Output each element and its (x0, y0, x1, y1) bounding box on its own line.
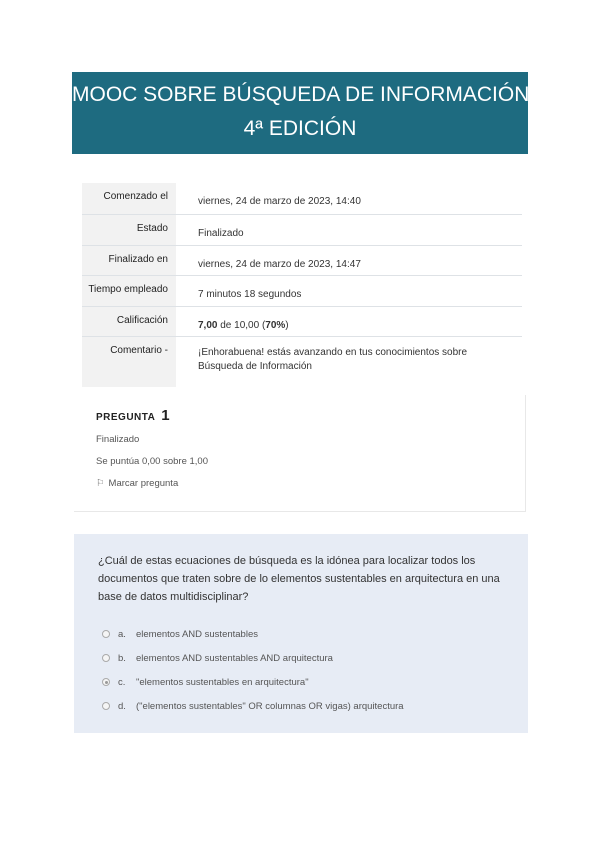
summary-label: Calificación (82, 307, 176, 336)
course-title: MOOC SOBRE BÚSQUEDA DE INFORMACIÓN. (72, 83, 536, 106)
attempt-summary-table (82, 183, 522, 387)
answer-option-b[interactable] (102, 646, 504, 670)
radio-button[interactable] (102, 702, 110, 710)
grade-paren: ) (285, 320, 289, 331)
option-letter: c. (118, 676, 126, 688)
question-number-value: 1 (161, 407, 171, 424)
option-text: elementos AND sustentables (136, 628, 258, 640)
radio-button-selected[interactable] (102, 678, 110, 686)
summary-row-started (82, 183, 522, 215)
summary-label: Estado (82, 215, 176, 245)
summary-label: Comentario - (82, 337, 176, 387)
summary-row-state (82, 215, 522, 246)
summary-row-time (82, 276, 522, 307)
grade-total: de 10,00 ( (217, 320, 266, 331)
question-grade: Se puntúa 0,00 sobre 1,00 (96, 456, 208, 467)
flag-question-link[interactable] (96, 478, 525, 489)
summary-value: viernes, 24 de marzo de 2023, 14:47 (198, 259, 361, 270)
summary-label: Tiempo empleado (82, 276, 176, 306)
summary-label: Finalizado en (82, 246, 176, 275)
summary-row-grade (82, 307, 522, 337)
question-text: ¿Cuál de estas ecuaciones de búsqueda es la idónea para localizar todos los documentos que traten sobre de lo elementos sustentables en arquitectura en una base de datos multidisciplinar? (98, 555, 500, 603)
option-text: elementos AND sustentables AND arquitectura (136, 652, 333, 664)
radio-button[interactable] (102, 630, 110, 638)
option-text: ("elementos sustentables" OR columnas OR vigas) arquitectura (136, 700, 404, 712)
summary-value (176, 307, 522, 336)
option-letter: a. (118, 628, 126, 640)
option-letter: b. (118, 652, 126, 664)
answer-option-c[interactable] (102, 670, 504, 694)
question-content (74, 534, 528, 733)
summary-value: ¡Enhorabuena! estás avanzando en tus conocimientos sobre Búsqueda de Información (198, 347, 468, 372)
grade-score: 7,00 (198, 320, 218, 331)
flag-icon: ⚐ (96, 478, 105, 489)
question-info-panel (74, 395, 526, 512)
summary-value: 7 minutos 18 segundos (198, 289, 302, 300)
question-state: Finalizado (96, 434, 140, 445)
option-letter: d. (118, 700, 126, 712)
radio-button[interactable] (102, 654, 110, 662)
course-edition: 4ª EDICIÓN (243, 117, 357, 140)
summary-value: viernes, 24 de marzo de 2023, 14:40 (198, 196, 361, 207)
question-label: PREGUNTA (96, 412, 155, 423)
summary-row-comment (82, 337, 522, 387)
question-number (96, 407, 525, 424)
option-text: "elementos sustentables en arquitectura" (136, 676, 309, 688)
summary-value: Finalizado (198, 228, 244, 239)
summary-row-finished (82, 246, 522, 276)
answer-option-d[interactable] (102, 694, 504, 718)
flag-question-label: Marcar pregunta (108, 478, 179, 489)
grade-percent: 70% (265, 320, 286, 331)
course-banner (72, 72, 536, 154)
answer-option-a[interactable] (102, 622, 504, 646)
summary-label: Comenzado el (82, 183, 176, 214)
